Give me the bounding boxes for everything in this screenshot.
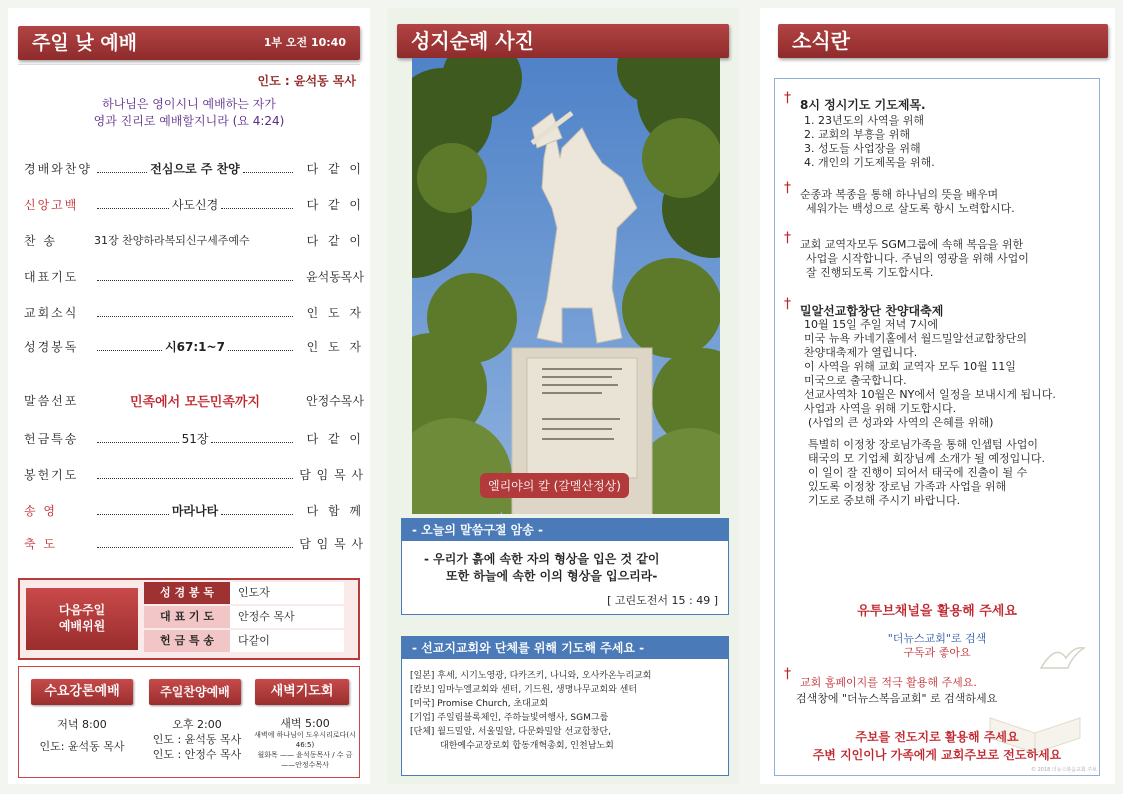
divider xyxy=(18,64,360,65)
news-line: 4. 개인의 기도제목을 위해. xyxy=(804,156,935,169)
order-row xyxy=(24,302,364,322)
order-label: 교회소식 xyxy=(24,305,79,320)
verse-line: 영과 진리로 예배할지니라 (요 4:24) xyxy=(93,114,285,128)
news-line: 잘 진행되도록 기도합시다. xyxy=(806,266,934,279)
news-item-obedience xyxy=(800,188,1015,216)
next-week-box xyxy=(18,578,360,660)
service-line: 인도 : 윤석동 목사 xyxy=(152,733,242,746)
order-label: 송 영 xyxy=(24,503,57,518)
memory-verse-header: - 오늘의 말씀구절 암송 - xyxy=(402,519,728,541)
news-line: 교회 교역자모두 SGM그룹에 속해 복음을 위한 xyxy=(800,238,1024,251)
verse-line: 또한 하늘에 속한 이의 형상을 입으리라- xyxy=(446,569,658,583)
next-week-role: 헌 금 특 송 xyxy=(144,630,230,652)
photo-caption: 엘리야의 칼 (갈멜산정상) xyxy=(480,473,629,498)
next-week-name: 안정수 목사 xyxy=(230,606,344,628)
dawn-prayer-title: 새벽기도회 xyxy=(255,679,349,705)
order-who: 담 임 목 사 xyxy=(299,467,364,482)
copyright-text: © 2018 더뉴스복음교회 주보 xyxy=(1031,767,1097,773)
order-who: 인 도 자 xyxy=(306,339,364,354)
mission-prayer-list xyxy=(410,669,651,753)
service-line: 월화목 —— 윤석동목사 / 수 금 ——안정수목사 xyxy=(257,751,353,769)
prayer-line: [기업] 주일림블록체인, 주하늘빛여행사, SGM그룹 xyxy=(410,713,609,723)
news-line: 기도로 중보해 주시기 바랍니다. xyxy=(808,494,961,507)
next-week-name: 인도자 xyxy=(230,582,344,604)
prayer-line: [미국] Promise Church, 초대교회 xyxy=(410,699,549,709)
order-row xyxy=(24,266,364,286)
next-week-row xyxy=(144,630,344,652)
order-label: 찬 송 xyxy=(24,233,57,248)
cross-icon: † xyxy=(784,230,791,246)
order-who: 담 임 목 사 xyxy=(299,536,364,551)
next-week-title-line: 예배위원 xyxy=(58,619,106,633)
service-line: 인도: 윤석동 목사 xyxy=(39,740,125,753)
order-who: 다 같 이 xyxy=(306,161,364,176)
cross-icon: † xyxy=(784,666,791,682)
verse-reference: [ 고린도전서 15 : 49 ] xyxy=(607,594,718,607)
news-line: 세워가는 백성으로 살도록 항시 노력합시다. xyxy=(806,202,1015,215)
bulletin-line: 주변 지인이나 가족에게 교회주보로 전도하세요 xyxy=(812,748,1062,762)
order-label: 헌금특송 xyxy=(24,431,79,446)
news-line: 이 사역을 위해 교회 교역자 모두 10월 11일 xyxy=(804,360,1016,373)
order-who: 다 같 이 xyxy=(306,197,364,212)
wednesday-service-title: 수요강론예배 xyxy=(31,679,133,705)
next-week-name: 다같이 xyxy=(230,630,344,652)
news-line: 미국 뉴욕 카네기홀에서 월드밀알선교합창단의 xyxy=(804,332,1028,345)
next-week-table xyxy=(144,582,344,652)
order-detail: 전심으로 주 찬양 xyxy=(150,161,240,176)
cross-icon: † xyxy=(784,180,791,196)
next-week-row xyxy=(144,582,344,604)
pilgrimage-photo xyxy=(412,58,720,514)
youtube-text: 유투브채널을 활용해 주세요 xyxy=(857,604,1017,619)
order-who: 다 같 이 xyxy=(306,233,364,248)
next-week-role: 대 표 기 도 xyxy=(144,606,230,628)
order-who: 안정수목사 xyxy=(306,393,364,408)
order-who: 다 함 께 xyxy=(306,503,364,518)
news-line: 3. 성도들 사업장을 위해 xyxy=(804,142,921,155)
homepage-search: 검색창에 "더뉴스복음교회" 로 검색하세요 xyxy=(796,692,998,705)
news-line: 선교사역차 10월은 NY에서 일정을 보내시게 됩니다. xyxy=(804,388,1056,401)
verse-text xyxy=(18,96,360,130)
photo-banner: 성지순례 사진 xyxy=(397,24,729,58)
order-row xyxy=(24,336,364,356)
wednesday-info xyxy=(23,717,141,755)
news-line: 10월 15일 주일 저녁 7시에 xyxy=(804,318,938,331)
next-week-row xyxy=(144,606,344,628)
order-row xyxy=(24,533,364,553)
news-line: (사업의 큰 성과와 사역의 은혜를 위해) xyxy=(808,416,994,429)
sunday-praise-title: 주일찬양예배 xyxy=(149,679,241,705)
youtube-search-line: 구독과 좋아요 xyxy=(903,646,971,659)
news-line: 이 일이 잘 진행이 되어서 태국에 진출이 될 수 xyxy=(808,466,1028,479)
memory-verse-box xyxy=(401,518,729,615)
service-line: 새벽에 하나님이 도우시리로다(시46:5) xyxy=(254,731,356,749)
prayer-line: [일본] 후세, 시기노영광, 다카즈키, 나니와, 오사카온누리교회 xyxy=(410,671,652,681)
homepage-text: 교회 홈페이지를 적극 활용해 주세요. xyxy=(800,676,977,689)
order-label: 축 도 xyxy=(24,536,57,551)
order-row xyxy=(24,500,364,520)
news-heading: 밀알선교합창단 찬양대축제 xyxy=(800,304,944,318)
order-row xyxy=(24,464,364,484)
order-label: 봉헌기도 xyxy=(24,467,79,482)
news-line: 찬양대축제가 열립니다. xyxy=(804,346,918,359)
news-line: 사업과 사역을 위해 기도합시다. xyxy=(804,402,957,415)
order-detail: 사도신경 xyxy=(171,197,219,212)
worship-banner xyxy=(18,26,360,60)
cross-icon: † xyxy=(784,296,791,312)
dawn-prayer-info xyxy=(251,717,359,770)
order-who: 다 같 이 xyxy=(306,431,364,446)
news-item-choir-festival xyxy=(800,304,1056,508)
order-row xyxy=(24,428,364,448)
order-row xyxy=(24,158,364,178)
middle-panel xyxy=(387,8,739,784)
news-heading: 8시 정시기도 기도제목. xyxy=(800,98,926,112)
service-line: 저녁 8:00 xyxy=(57,718,107,731)
next-week-role: 성 경 봉 독 xyxy=(144,582,230,604)
news-item-prayer-topics xyxy=(800,98,935,170)
order-detail: 마라나타 xyxy=(171,503,219,518)
worship-title: 주일 낮 예배 xyxy=(32,32,137,54)
order-label: 신앙고백 xyxy=(24,197,79,212)
mission-prayer-box xyxy=(401,636,729,776)
order-label: 말씀선포 xyxy=(24,393,79,408)
order-detail: 시67:1~7 xyxy=(165,339,225,354)
youtube-search xyxy=(774,632,1100,660)
news-line: 순종과 복종을 통해 하나님의 뜻을 배우며 xyxy=(800,188,999,201)
order-detail: 51장 xyxy=(181,431,209,446)
order-label: 대표기도 xyxy=(24,269,79,284)
service-line: 인도 : 안정수 목사 xyxy=(152,748,242,761)
prayer-line: 대한예수교장로회 합동개혁총회, 인천남노회 xyxy=(440,741,614,751)
sermon-title: 민족에서 모든민족까지 xyxy=(129,394,261,410)
order-row xyxy=(24,194,364,214)
mission-prayer-header: - 선교지교회와 단체를 위해 기도해 주세요 - xyxy=(402,637,728,659)
news-line: 있도록 이정창 장로님 가족과 사업을 위해 xyxy=(808,480,1007,493)
news-line: 사업을 시작합니다. 주님의 영광을 위해 사업이 xyxy=(806,252,1029,265)
prayer-line: [캄보] 임마누엘교회와 센터, 기드원, 생명나무교회와 센터 xyxy=(410,685,638,695)
order-who: 인 도 자 xyxy=(306,305,364,320)
order-label: 경배와찬양 xyxy=(24,161,92,176)
order-detail: 31장 찬양하라복되신구세주예수 xyxy=(94,234,250,247)
order-row xyxy=(24,390,364,410)
worship-time: 1부 오전 10:40 xyxy=(263,36,346,49)
order-label: 성경봉독 xyxy=(24,339,79,354)
sunday-praise-info xyxy=(143,717,251,762)
right-panel xyxy=(760,8,1115,784)
news-line: 태국의 모 기업체 회장님께 소개가 될 예정입니다. xyxy=(808,452,1045,465)
order-row xyxy=(24,230,364,250)
cross-icon: † xyxy=(784,90,791,106)
verse-line: 하나님은 영이시니 예배하는 자가 xyxy=(102,97,276,111)
service-line: 오후 2:00 xyxy=(172,718,222,731)
order-who: 윤석동목사 xyxy=(306,269,364,284)
bulletin-line: 주보를 전도지로 활용해 주세요 xyxy=(855,730,1019,744)
youtube-search-line: "더뉴스교회"로 검색 xyxy=(887,632,987,645)
news-line: 특별히 이정창 장로님가족을 통해 인셉텀 사업이 xyxy=(808,438,1039,451)
bulletin-text xyxy=(774,728,1100,764)
next-week-title xyxy=(26,588,138,650)
verse-line: - 우리가 흙에 속한 자의 형상을 입은 것 같이 xyxy=(424,552,660,566)
leader-text: 인도 : 윤석동 목사 xyxy=(257,74,356,88)
service-line: 새벽 5:00 xyxy=(280,717,330,730)
elijah-statue-photo xyxy=(412,58,720,514)
services-box xyxy=(18,666,360,778)
news-line: 1. 23년도의 사역을 위해 xyxy=(804,114,924,127)
left-panel xyxy=(8,8,370,784)
news-item-sgm xyxy=(800,238,1029,280)
memory-verse-text xyxy=(424,551,659,585)
news-line: 미국으로 출국합니다. xyxy=(804,374,907,387)
news-banner: 소식란 xyxy=(778,24,1108,58)
next-week-title-line: 다음주일 xyxy=(58,603,106,617)
news-line: 2. 교회의 부흥을 위해 xyxy=(804,128,910,141)
prayer-line: [단체] 월드밀알, 서울밀알, 다문화밀알 선교합창단, xyxy=(410,727,611,737)
